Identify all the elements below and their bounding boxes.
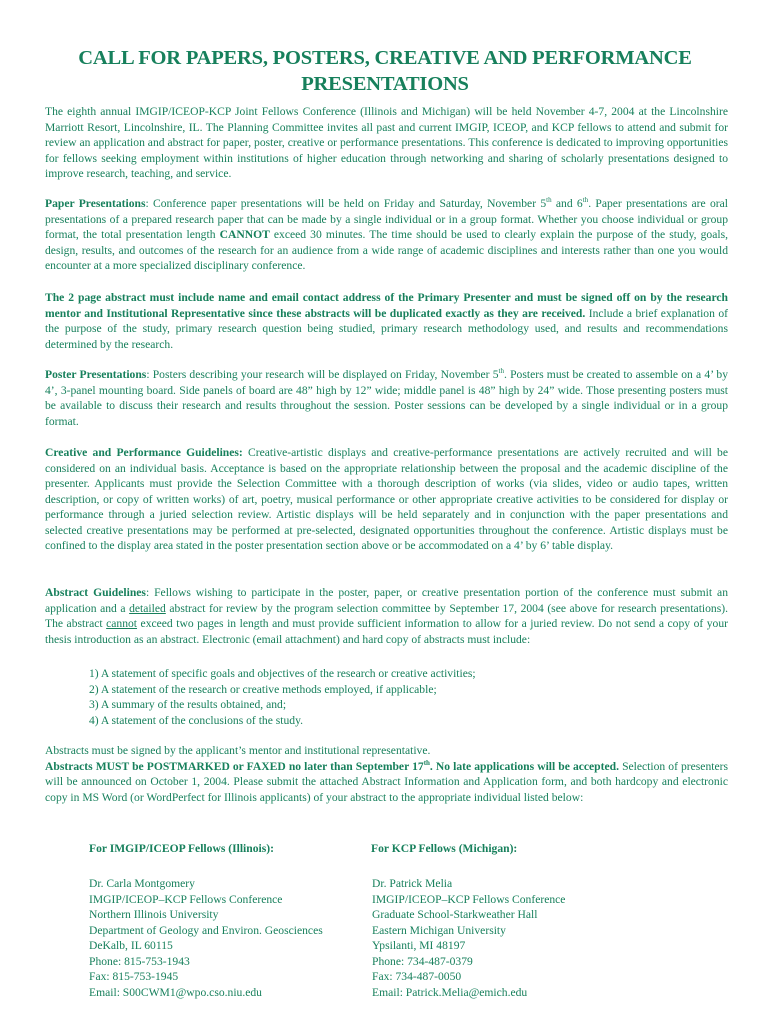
list-item: 1) A statement of specific goals and objectives of the research or creative activities; (89, 667, 476, 680)
contact-line: Northern Illinois University (89, 908, 219, 921)
poster-presentations-paragraph (45, 367, 728, 429)
paper-cannot: CANNOT (219, 228, 270, 241)
title-line-2: PRESENTATIONS (301, 73, 469, 95)
list-item: 2) A statement of the research or creative methods employed, if applicable; (89, 682, 437, 696)
contact-email: Email: S00CWM1@wpo.cso.niu.edu (89, 985, 262, 999)
paper-text: and 6 (551, 197, 583, 210)
abstract-requirement-text: Include a brief explanation of the purpose of the study, primary research question being studied, primary research methodology used, and results and recommendations determined by the research. (45, 306, 728, 351)
illinois-contact-heading: For IMGIP/ICEOP Fellows (Illinois): (89, 842, 274, 855)
contact-line: Graduate School-Starkweather Hall (372, 908, 538, 921)
paper-sup: th (546, 196, 552, 205)
poster-text: : Posters describing your research will be displayed on Friday, November 5 (146, 368, 499, 381)
contact-line: IMGIP/ICEOP–KCP Fellows Conference (372, 892, 566, 906)
creative-heading: Creative and Performance Guidelines: (45, 446, 243, 459)
page-title (40, 45, 730, 97)
abstract-guidelines-text: abstract for review by the program selection committee by September 17, 2004 (see above for research presentations). The abstract (45, 601, 729, 630)
detailed-underlined: detailed (129, 601, 166, 615)
abstract-requirements-list (89, 666, 709, 728)
cannot-underlined: cannot (106, 617, 138, 630)
poster-heading: Poster Presentations (45, 368, 147, 381)
poster-text: . Posters must be created to assemble on a 4’ by 4’, 3-panel mounting board. Side panels of board are 48” high by 12” wide; middle panel is 48” high by 24” wide. Those presenting posters must be available to discuss their research and results throughout the session. Poster sessions can be developed by a single individual or in a group format. (45, 368, 728, 428)
contact-name: Dr. Carla Montgomery (89, 877, 195, 890)
deadline-bold: . No late applications will be accepted. (429, 759, 619, 773)
list-item: 4) A statement of the conclusions of the study. (89, 713, 304, 727)
contact-line: IMGIP/ICEOP–KCP Fellows Conference (89, 892, 283, 906)
illinois-contact-block (89, 876, 323, 1000)
list-item: 3) A summary of the results obtained, and; (89, 698, 287, 711)
contact-line: DeKalb, IL 60115 (89, 939, 173, 952)
contact-fax: Fax: 815-753-1945 (89, 970, 179, 983)
paper-text: . Paper presentations are oral presentations of a prepared research paper that can be made by a single individual or in a group format. Whether you choose individual or group format, the total presentation length (45, 197, 728, 241)
abstract-requirement-bold: The 2 page abstract must include name and email contact address of the Primary Presenter and must be signed off on by the research mentor and Institutional Representative since these abstracts will be duplicated exactly as they are received. (45, 291, 728, 320)
contact-fax: Fax: 734-487-0050 (372, 970, 462, 983)
contact-line: Department of Geology and Environ. Geosciences (89, 923, 323, 937)
michigan-contact-block (372, 876, 565, 1000)
poster-sup: th (498, 367, 504, 376)
abstract-requirement-paragraph (45, 290, 728, 352)
closing-line-1: Abstracts must be signed by the applicant’s mentor and institutional representative. (45, 744, 431, 757)
title-line-1: CALL FOR PAPERS, POSTERS, CREATIVE AND PERFORMANCE (78, 47, 692, 69)
intro-paragraph: The eighth annual IMGIP/ICEOP-KCP Joint Fellows Conference (Illinois and Michigan) will be held November 4-7, 2004 at the Lincolnshire Marriott Resort, Lincolnshire, IL. The Planning Committee invites all past and current IMGIP, ICEOP, and KCP fellows to attend and submit for review an application and abstract for paper, poster, creative or performance presentations. This conference is dedicated to improving opportunities for fellows seeking employment within institutions of higher education through networking and sharing of scholarly presentations designed to improve research, teaching, and service. (45, 105, 728, 180)
paper-text: exceed 30 minutes. The time should be used to clearly explain the purpose of the study, goals, design, results, and outcomes of the research for an audience from a wide range of academic disciplines and interests rather than one you would encounter at a more specialized disciplinary conference. (45, 228, 728, 272)
abstract-guidelines-heading: Abstract Guidelines (45, 586, 146, 599)
creative-guidelines-paragraph (45, 445, 728, 554)
contact-line: Ypsilanti, MI 48197 (372, 939, 466, 952)
michigan-contact-heading: For KCP Fellows (Michigan): (371, 842, 518, 855)
deadline-sup: th (423, 758, 430, 767)
paper-presentations-paragraph (45, 196, 728, 274)
contact-name: Dr. Patrick Melia (372, 877, 453, 890)
contact-line: Eastern Michigan University (372, 923, 506, 937)
contact-phone: Phone: 815-753-1943 (89, 954, 190, 968)
paper-sup: th (582, 196, 589, 205)
abstract-guidelines-text: exceed two pages in length and must provide sufficient information to allow for a juried review. Do not send a copy of your thesis introduction as an abstract. Electronic (email attachment) and hard copy of abstracts must include: (45, 617, 728, 646)
contact-phone: Phone: 734-487-0379 (372, 954, 473, 968)
deadline-bold: Abstracts MUST be POSTMARKED or FAXED no later than September 17 (45, 759, 424, 773)
creative-text: Creative-artistic displays and creative-performance presentations are actively recruited and will be considered on an individual basis. Acceptance is based on the appropriate relationship between the proposal and the academic discipline of the presenter. Applicants must provide the Selection Committee with a thorough description of works (via slides, video or audio tapes, written description, or copy of written works) of art, poetry, musical performance or other appropriate creative activities to be considered for display or performance through a juried selection review. Artistic displays will be held separately and in conjunction with the paper presentations and selected creative presentations may be performed at pre-selected, designated opportunities throughout the conference. Artistic displays must be confined to the display area stated in the poster presentation section above or be accommodated on a 4’ by 6’ table display. (45, 446, 728, 552)
abstract-guidelines-text: : Fellows wishing to participate in the poster, paper, or creative presentation portion of the conference must submit an application and a (45, 586, 728, 615)
contact-email: Email: Patrick.Melia@emich.edu (372, 985, 528, 999)
closing-paragraph (45, 743, 728, 805)
closing-text: Selection of presenters will be announced on October 1, 2004. Please submit the attached Abstract Information and Application form, and both hardcopy and electronic copy in MS Word (or WordPerfect for Illinois applicants) of your abstract to the appropriate individual listed below: (45, 759, 728, 804)
abstract-guidelines-paragraph (45, 585, 728, 647)
paper-text: : Conference paper presentations will be held on Friday and Saturday, November 5 (145, 197, 547, 210)
paper-heading: Paper Presentations (45, 197, 146, 210)
